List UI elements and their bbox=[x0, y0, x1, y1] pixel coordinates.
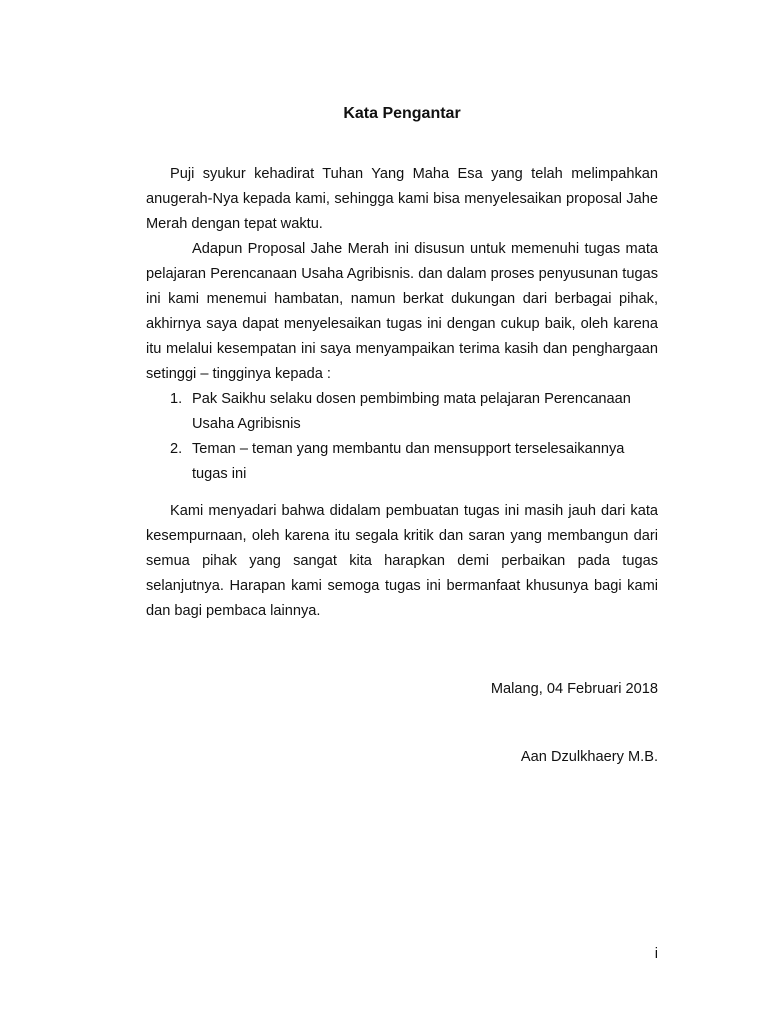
page-title: Kata Pengantar bbox=[343, 105, 461, 122]
list-item bbox=[146, 387, 658, 437]
paragraph-opening: Puji syukur kehadirat Tuhan Yang Maha Esa yang telah melimpahkan anugerah-Nya kepada kami, sehingga kami bisa menyelesaikan proposal Jahe Merah dengan tepat waktu. bbox=[146, 166, 658, 232]
document-content bbox=[146, 104, 658, 770]
place-date: Malang, 04 Februari 2018 bbox=[490, 681, 658, 697]
page-number: i bbox=[654, 946, 658, 962]
list-item-number: 2. bbox=[170, 441, 183, 457]
author-name: Aan Dzulkhaery M.B. bbox=[520, 749, 658, 765]
paragraph-purpose: Adapun Proposal Jahe Merah ini disusun untuk memenuhi tugas mata pelajaran Perencanaan Usaha Agribisnis. dan dalam proses penyusunan tugas ini kami menemui hambatan, namun berkat dukungan dari berbagai pihak, akhirnya saya dapat menyelesaikan tugas ini dengan cukup baik, oleh karena itu melalui kesempatan ini saya menyampaikan terima kasih dan penghargaan setinggi – tingginya kepada : bbox=[146, 241, 658, 382]
list-item-number: 1. bbox=[170, 391, 183, 407]
acknowledgement-list bbox=[146, 387, 658, 487]
list-item bbox=[146, 437, 658, 487]
list-item-text: Teman – teman yang membantu dan mensupport terselesaikannya tugas ini bbox=[192, 441, 625, 482]
paragraph-spacer bbox=[146, 487, 658, 499]
list-item-text: Pak Saikhu selaku dosen pembimbing mata pelajaran Perencanaan Usaha Agribisnis bbox=[192, 391, 631, 432]
paragraph-closing: Kami menyadari bahwa didalam pembuatan tugas ini masih jauh dari kata kesempurnaan, oleh karena itu segala kritik dan saran yang membangun dari semua pihak yang sangat kita harapkan demi perbaikan pada tugas selanjutnya. Harapan kami semoga tugas ini bermanfaat khusunya bagi kami dan bagi pembaca lainnya. bbox=[146, 503, 658, 619]
